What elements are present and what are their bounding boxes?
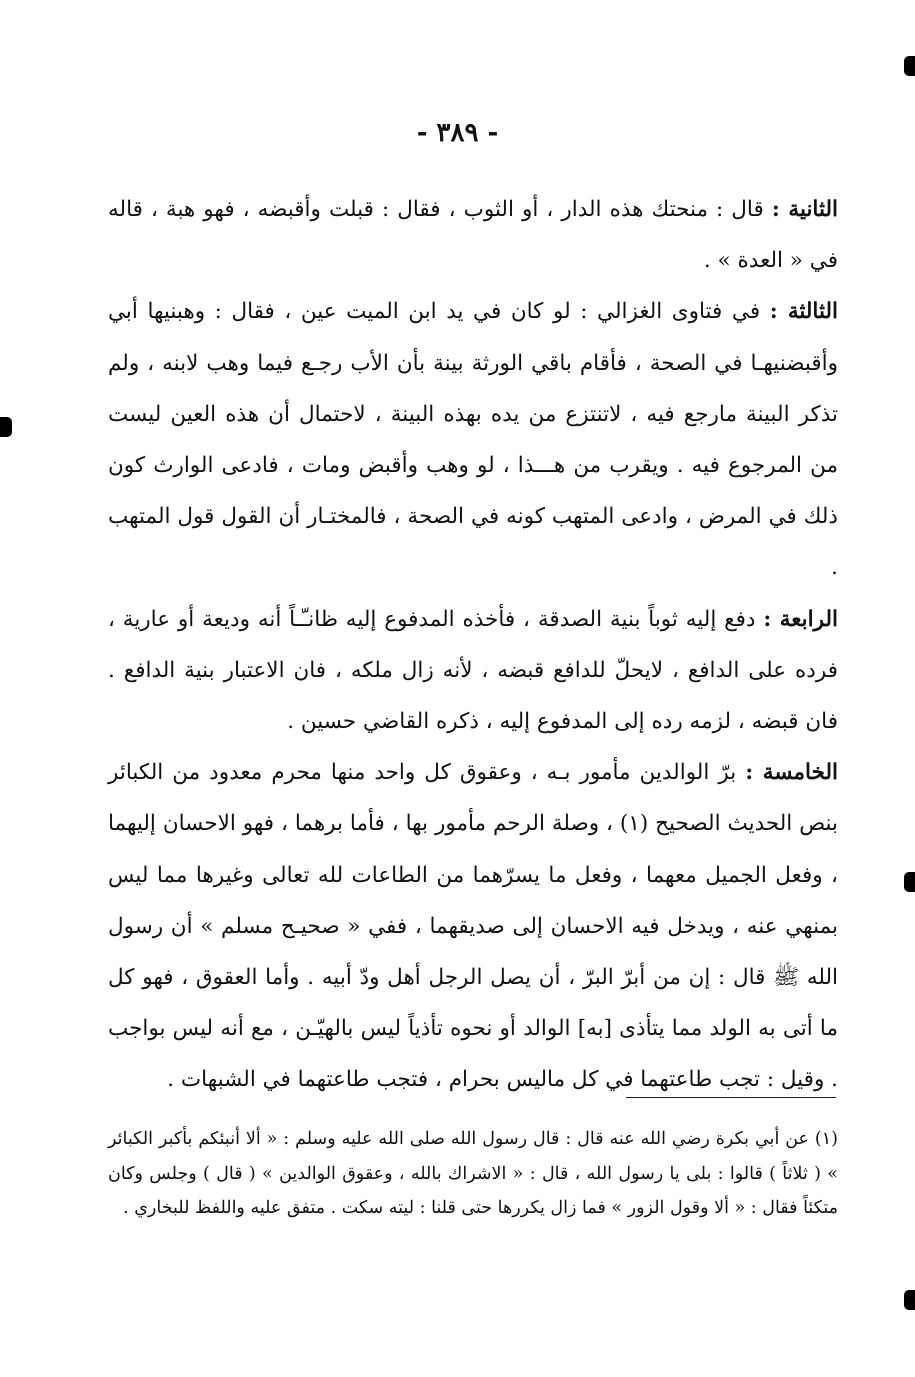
- paragraph-text: دفع إليه ثوباً بنية الصدقة ، فأخذه المدفوع إليه ظانـّـاً أنه وديعة أو عارية ، فرده على الدافع ، لايحلّ للدافع قبضه ، لأنه زال ملكه ، فان الاعتبار بنية الدافع . فان قبضه ، لزمه رده إلى المدفوع إليه ، ذكره القاضي حسين .: [108, 606, 838, 735]
- page-body: [108, 184, 838, 1106]
- footnote: (١) عن أبي بكرة رضي الله عنه قال : قال رسول الله صلى الله عليه وسلم : « ألا أنبئكم بأكبر الكبائر » ( ثلاثاً ) قالوا : بلى يا رسول الله ، قال : « الاشراك بالله ، وعقوق الوالدين » ( قال ) وجلس وكان متكئاً فقال : « ألا وقول الزور » فما زال يكررها حتى قلنا : ليته سكت . متفق عليه واللفظ للبخاري .: [108, 1129, 838, 1218]
- paragraph-text: برّ الوالدين مأمور بـه ، وعقوق كل واحد منها محرم معدود من الكبائر بنص الحديث الصحيح (١) ، وصلة الرحم مأمور بها ، فأما برهما ، فهو الاحسان إليهما ، وفعل الجميل معهما ، وفعل ما يسرّهما من الطاعات لله تعالى وغيرها مما ليس بمنهي عنه ، ويدخل فيه الاحسان إلى صديقهما ، ففي « صحيـح مسلم » أن رسول الله ﷺ قال : إن من أبرّ البرّ ، أن يصل الرجل أهل ودّ أبيه . وأما العقوق ، فهو كل ما أتى به الولد مما يتأذى [به] الوالد أو نحوه تأذياً ليس بالهيّـن ، مع أنه ليس بواجب . وقيل : تجب طاعتهما في كل ماليس بحرام ، فتجب طاعتهما في الشبهات .: [108, 760, 839, 1093]
- margin-binding-mark: [904, 56, 915, 76]
- margin-binding-mark: [904, 1290, 915, 1310]
- paragraph-second: [108, 184, 838, 286]
- paragraph-fourth: [108, 594, 838, 748]
- footnote-divider: [626, 1097, 836, 1098]
- page-number: - ٣٨٩ -: [416, 118, 499, 148]
- paragraph-heading: الرابعة :: [763, 606, 838, 632]
- paragraph-text: في فتاوى الغزالي : لو كان في يد ابن الميت عين ، فقال : وهبنيها أبي وأقبضنيهـا في الصحة ، فأقام باقي الورثة بينة بأن الأب رجـع فيما وهب لابنه ، ولم تذكر البينة مارجع فيه ، لاتنتزع من يده بهذه البينة ، لاحتمال أن هذه العين ليست من المرجوع فيه . ويقرب من هـــذا ، لو وهب وأقبض ومات ، فادعى الوارث كون ذلك في المرض ، وادعى المتهب كونه في الصحة ، فالمختـار أن القول قول المتهب .: [108, 299, 838, 581]
- margin-binding-mark: [904, 872, 915, 892]
- margin-binding-mark: [0, 417, 12, 437]
- paragraph-fifth: [108, 747, 838, 1105]
- paragraph-text: قال : منحتك هذه الدار ، أو الثوب ، فقال : قبلت وأقبضه ، فهو هبة ، قاله في « العدة » .: [108, 197, 838, 274]
- paragraph-heading: الثالثة :: [769, 299, 838, 325]
- paragraph-heading: الثانية :: [771, 197, 838, 222]
- paragraph-third: [108, 286, 838, 593]
- paragraph-heading: الخامسة :: [745, 760, 838, 786]
